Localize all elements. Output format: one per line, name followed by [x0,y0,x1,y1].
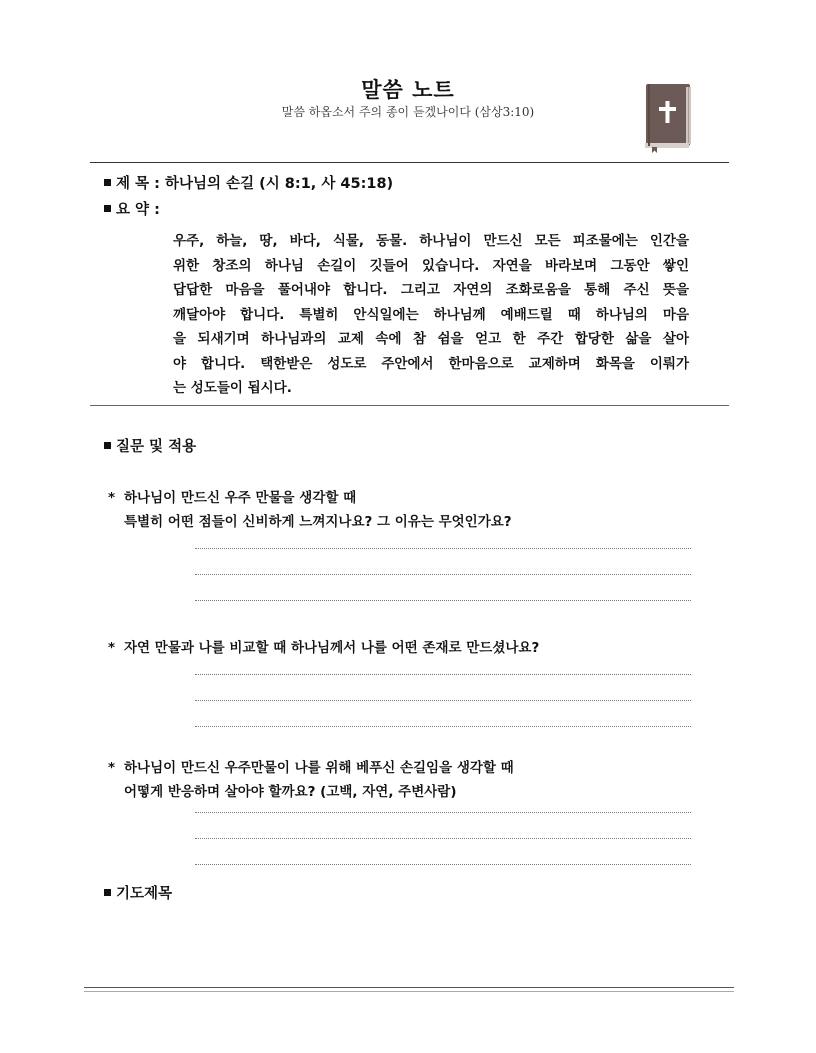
summary-line: 깨달아야 합니다. 특별히 안식일에는 하나님께 예배드릴 때 하나님의 마음 [173,306,689,323]
square-bullet-icon [104,442,111,449]
answer-line[interactable] [195,574,691,575]
answer-line[interactable] [195,726,691,727]
answer-line[interactable] [195,812,691,813]
section-divider [90,405,729,406]
question-1: * 하나님이 만드신 우주 만물을 생각할 때 [108,490,357,506]
answer-line[interactable] [195,548,691,549]
summary-line: 위한 창조의 하나님 손길이 깃들어 있습니다. 자연을 바라보며 그동안 쌓인 [173,257,689,274]
summary-line: 우주, 하늘, 땅, 바다, 식물, 동물. 하나님이 만드신 모든 피조물에는 인간을 [173,233,689,249]
answer-line[interactable] [195,674,691,675]
bible-book-icon [642,83,694,153]
asterisk-icon: * [108,640,116,656]
header-divider [90,162,729,163]
subject-row [104,172,393,193]
page-title: 말씀 노트 [361,78,455,102]
summary-label: 요 약 : [116,202,160,218]
answer-line[interactable] [195,600,691,601]
subject-value: 하나님의 손길 (시 8:1, 사 45:18) [164,176,394,192]
questions-heading: 질문 및 적용 [104,435,196,456]
summary-line: 답답한 마음을 풀어내야 합니다. 그리고 자연의 조화로움을 통해 주신 뜻을 [173,282,689,298]
question-2: * 자연 만물과 나를 비교할 때 하나님께서 나를 어떤 존재로 만드셨나요? [108,640,540,656]
question-3: * 하나님이 만드신 우주만물이 나를 위해 베푸신 손길임을 생각할 때 [108,760,514,776]
page-subtitle: 말씀 하옵소서 주의 종이 듣겠나이다 (삼상3:10) [281,105,535,119]
answer-line[interactable] [195,838,691,839]
square-bullet-icon [104,205,111,212]
question-1-continued: 특별히 어떤 점들이 신비하게 느껴지나요? 그 이유는 무엇인가요? [124,514,512,530]
square-bullet-icon [104,889,111,896]
asterisk-icon: * [108,490,116,506]
question-3-continued: 어떻게 반응하며 살아야 할까요? (고백, 자연, 주변사람) [124,784,457,800]
prayer-heading: 기도제목 [104,882,172,903]
summary-line: 는 성도들이 됩시다. [173,380,292,396]
asterisk-icon: * [108,760,116,776]
footer-divider [84,987,734,988]
summary-text [173,229,689,401]
summary-line: 을 되새기며 하나님과의 교제 속에 참 쉼을 얻고 한 주간 합당한 삶을 살아 [173,331,689,347]
subject-label: 제 목 : [116,176,160,192]
summary-line: 야 합니다. 택한받은 성도로 주안에서 한마음으로 교제하며 화목을 이뤄가 [173,355,689,372]
summary-row [104,198,160,219]
answer-line[interactable] [195,864,691,865]
square-bullet-icon [104,179,111,186]
footer-divider [84,991,734,992]
answer-line[interactable] [195,700,691,701]
